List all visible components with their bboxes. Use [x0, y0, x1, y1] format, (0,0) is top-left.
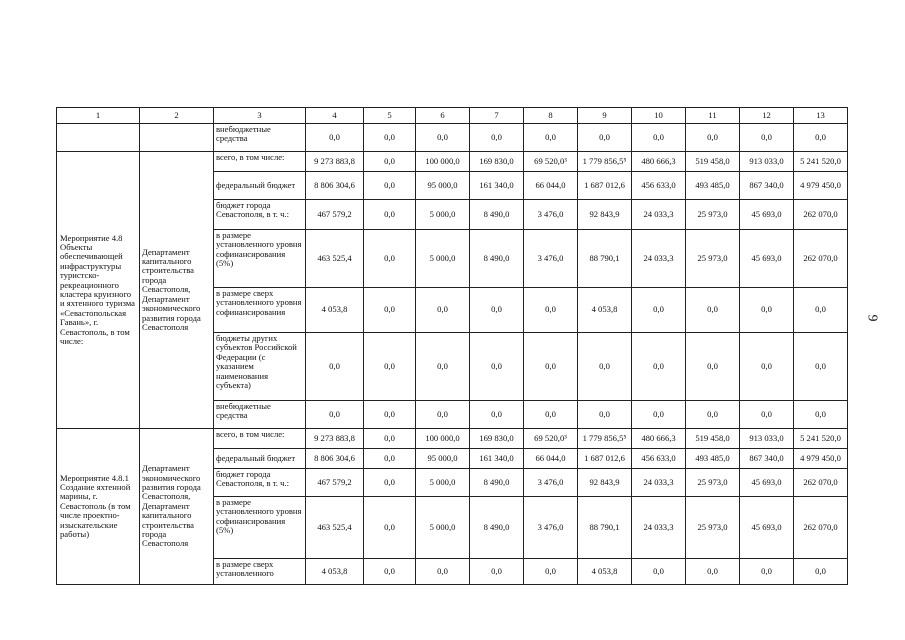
header-cell: 3 [214, 108, 306, 124]
value-cell: 5 241 520,0 [794, 152, 848, 172]
value-cell: 45 693,0 [740, 200, 794, 230]
header-cell: 10 [632, 108, 686, 124]
value-cell: 0,0 [306, 401, 364, 429]
value-cell: 69 520,0³ [524, 429, 578, 449]
value-cell: 5 241 520,0 [794, 429, 848, 449]
value-cell: 1 687 012,6 [578, 449, 632, 469]
value-cell: 0,0 [578, 333, 632, 401]
measure-4-8-1-responsible: Департамент экономического развития города Севастополя, Департамент капитального строительства города Севастополя [140, 429, 214, 585]
value-cell: 0,0 [470, 559, 524, 585]
header-cell: 1 [57, 108, 140, 124]
value-cell: 0,0 [632, 124, 686, 152]
value-cell: 92 843,9 [578, 469, 632, 497]
value-cell: 5 000,0 [416, 230, 470, 288]
value-cell: 0,0 [794, 401, 848, 429]
value-cell: 0,0 [740, 401, 794, 429]
value-cell: 95 000,0 [416, 449, 470, 469]
header-cell: 8 [524, 108, 578, 124]
value-cell: 88 790,1 [578, 497, 632, 559]
value-cell: 0,0 [364, 124, 416, 152]
value-cell: 0,0 [632, 288, 686, 333]
header-cell: 12 [740, 108, 794, 124]
value-cell: 66 044,0 [524, 172, 578, 200]
value-cell: 92 843,9 [578, 200, 632, 230]
funding-source: всего, в том числе: [214, 429, 306, 449]
value-cell: 0,0 [416, 288, 470, 333]
value-cell: 0,0 [470, 288, 524, 333]
table-row [57, 124, 848, 152]
value-cell: 4 053,8 [578, 288, 632, 333]
value-cell: 0,0 [364, 152, 416, 172]
value-cell: 0,0 [686, 559, 740, 585]
value-cell: 66 044,0 [524, 449, 578, 469]
value-cell: 0,0 [686, 124, 740, 152]
empty-cell [57, 124, 140, 152]
value-cell: 5 000,0 [416, 469, 470, 497]
value-cell: 0,0 [364, 200, 416, 230]
value-cell: 493 485,0 [686, 172, 740, 200]
value-cell: 0,0 [416, 333, 470, 401]
measure-4-8-responsible: Департамент капитального строительства города Севастополя, Департамент экономического развития города Севастополя [140, 152, 214, 429]
value-cell: 69 520,0³ [524, 152, 578, 172]
value-cell: 3 476,0 [524, 230, 578, 288]
value-cell: 0,0 [686, 333, 740, 401]
value-cell: 480 666,3 [632, 429, 686, 449]
header-row [57, 108, 848, 124]
value-cell: 9 273 883,8 [306, 152, 364, 172]
value-cell: 262 070,0 [794, 497, 848, 559]
value-cell: 867 340,0 [740, 449, 794, 469]
header-cell: 9 [578, 108, 632, 124]
value-cell: 4 979 450,0 [794, 172, 848, 200]
measure-4-8-1-title: Мероприятие 4.8.1 Создание яхтенной марины, г. Севастополь (в том числе проектно-изыскательские работы) [57, 429, 140, 585]
value-cell: 3 476,0 [524, 200, 578, 230]
value-cell: 0,0 [470, 124, 524, 152]
value-cell: 0,0 [794, 124, 848, 152]
value-cell: 467 579,2 [306, 469, 364, 497]
value-cell: 4 053,8 [578, 559, 632, 585]
funding-source: в размере установленного уровня софинансирования (5%) [214, 497, 306, 559]
value-cell: 0,0 [578, 401, 632, 429]
page-number: 9 [864, 314, 880, 322]
value-cell: 456 633,0 [632, 172, 686, 200]
value-cell: 0,0 [686, 401, 740, 429]
value-cell: 0,0 [524, 124, 578, 152]
value-cell: 9 273 883,8 [306, 429, 364, 449]
value-cell: 0,0 [364, 469, 416, 497]
value-cell: 0,0 [470, 333, 524, 401]
value-cell: 0,0 [632, 559, 686, 585]
value-cell: 4 979 450,0 [794, 449, 848, 469]
table-row [57, 429, 848, 449]
value-cell: 0,0 [470, 401, 524, 429]
value-cell: 1 687 012,6 [578, 172, 632, 200]
value-cell: 493 485,0 [686, 449, 740, 469]
value-cell: 25 973,0 [686, 497, 740, 559]
value-cell: 0,0 [740, 559, 794, 585]
value-cell: 161 340,0 [470, 449, 524, 469]
value-cell: 24 033,3 [632, 469, 686, 497]
value-cell: 25 973,0 [686, 230, 740, 288]
header-cell: 13 [794, 108, 848, 124]
value-cell: 0,0 [794, 288, 848, 333]
value-cell: 867 340,0 [740, 172, 794, 200]
funding-source: внебюджетные средства [214, 401, 306, 429]
value-cell: 45 693,0 [740, 230, 794, 288]
value-cell: 0,0 [740, 288, 794, 333]
value-cell: 0,0 [364, 497, 416, 559]
value-cell: 0,0 [632, 333, 686, 401]
funding-source: федеральный бюджет [214, 172, 306, 200]
value-cell: 24 033,3 [632, 497, 686, 559]
empty-cell [140, 124, 214, 152]
table-row [57, 152, 848, 172]
value-cell: 3 476,0 [524, 497, 578, 559]
value-cell: 519 458,0 [686, 152, 740, 172]
value-cell: 0,0 [364, 449, 416, 469]
value-cell: 100 000,0 [416, 429, 470, 449]
value-cell: 8 490,0 [470, 230, 524, 288]
value-cell: 519 458,0 [686, 429, 740, 449]
funding-source: в размере сверх установленного [214, 559, 306, 585]
value-cell: 0,0 [306, 124, 364, 152]
value-cell: 4 053,8 [306, 288, 364, 333]
header-cell: 2 [140, 108, 214, 124]
header-cell: 7 [470, 108, 524, 124]
value-cell: 45 693,0 [740, 497, 794, 559]
value-cell: 169 830,0 [470, 152, 524, 172]
value-cell: 8 490,0 [470, 200, 524, 230]
value-cell: 8 490,0 [470, 497, 524, 559]
value-cell: 467 579,2 [306, 200, 364, 230]
value-cell: 1 779 856,5⁵ [578, 429, 632, 449]
value-cell: 0,0 [524, 288, 578, 333]
value-cell: 0,0 [364, 559, 416, 585]
value-cell: 8 806 304,6 [306, 172, 364, 200]
value-cell: 0,0 [364, 401, 416, 429]
value-cell: 88 790,1 [578, 230, 632, 288]
funding-source: в размере сверх установленного уровня софинансирования [214, 288, 306, 333]
value-cell: 0,0 [364, 429, 416, 449]
value-cell: 480 666,3 [632, 152, 686, 172]
value-cell: 0,0 [364, 172, 416, 200]
value-cell: 463 525,4 [306, 230, 364, 288]
value-cell: 463 525,4 [306, 497, 364, 559]
funding-source: бюджеты других субъектов Российской Федерации (с указанием наименования субъекта) [214, 333, 306, 401]
value-cell: 24 033,3 [632, 230, 686, 288]
value-cell: 262 070,0 [794, 469, 848, 497]
value-cell: 5 000,0 [416, 497, 470, 559]
funding-source: всего, в том числе: [214, 152, 306, 172]
value-cell: 0,0 [794, 333, 848, 401]
value-cell: 24 033,3 [632, 200, 686, 230]
header-cell: 11 [686, 108, 740, 124]
value-cell: 0,0 [686, 288, 740, 333]
value-cell: 3 476,0 [524, 469, 578, 497]
value-cell: 0,0 [740, 124, 794, 152]
value-cell: 0,0 [524, 333, 578, 401]
value-cell: 913 033,0 [740, 152, 794, 172]
value-cell: 169 830,0 [470, 429, 524, 449]
value-cell: 0,0 [632, 401, 686, 429]
funding-source: внебюджетные средства [214, 124, 306, 152]
value-cell: 25 973,0 [686, 469, 740, 497]
funding-source: федеральный бюджет [214, 449, 306, 469]
value-cell: 0,0 [416, 401, 470, 429]
value-cell: 100 000,0 [416, 152, 470, 172]
value-cell: 0,0 [306, 333, 364, 401]
value-cell: 4 053,8 [306, 559, 364, 585]
header-cell: 6 [416, 108, 470, 124]
value-cell: 8 806 304,6 [306, 449, 364, 469]
header-cell: 5 [364, 108, 416, 124]
value-cell: 1 779 856,5⁵ [578, 152, 632, 172]
value-cell: 0,0 [794, 559, 848, 585]
funding-source: бюджет города Севастополя, в т. ч.: [214, 469, 306, 497]
funding-source: в размере установленного уровня софинансирования (5%) [214, 230, 306, 288]
header-cell: 4 [306, 108, 364, 124]
value-cell: 45 693,0 [740, 469, 794, 497]
value-cell: 0,0 [364, 333, 416, 401]
value-cell: 0,0 [740, 333, 794, 401]
value-cell: 161 340,0 [470, 172, 524, 200]
budget-table [56, 107, 848, 585]
value-cell: 0,0 [416, 124, 470, 152]
value-cell: 0,0 [364, 230, 416, 288]
value-cell: 0,0 [524, 559, 578, 585]
value-cell: 913 033,0 [740, 429, 794, 449]
funding-source: бюджет города Севастополя, в т. ч.: [214, 200, 306, 230]
value-cell: 25 973,0 [686, 200, 740, 230]
value-cell: 0,0 [364, 288, 416, 333]
value-cell: 456 633,0 [632, 449, 686, 469]
value-cell: 0,0 [416, 559, 470, 585]
value-cell: 0,0 [524, 401, 578, 429]
value-cell: 95 000,0 [416, 172, 470, 200]
value-cell: 262 070,0 [794, 230, 848, 288]
measure-4-8-title: Мероприятие 4.8 Объекты обеспечивающей инфраструктуры туристско-рекреационного кластера круизного и яхтенного туризма «Севастопольская Гавань», г. Севастополь, в том числе: [57, 152, 140, 429]
value-cell: 5 000,0 [416, 200, 470, 230]
value-cell: 262 070,0 [794, 200, 848, 230]
value-cell: 0,0 [578, 124, 632, 152]
value-cell: 8 490,0 [470, 469, 524, 497]
